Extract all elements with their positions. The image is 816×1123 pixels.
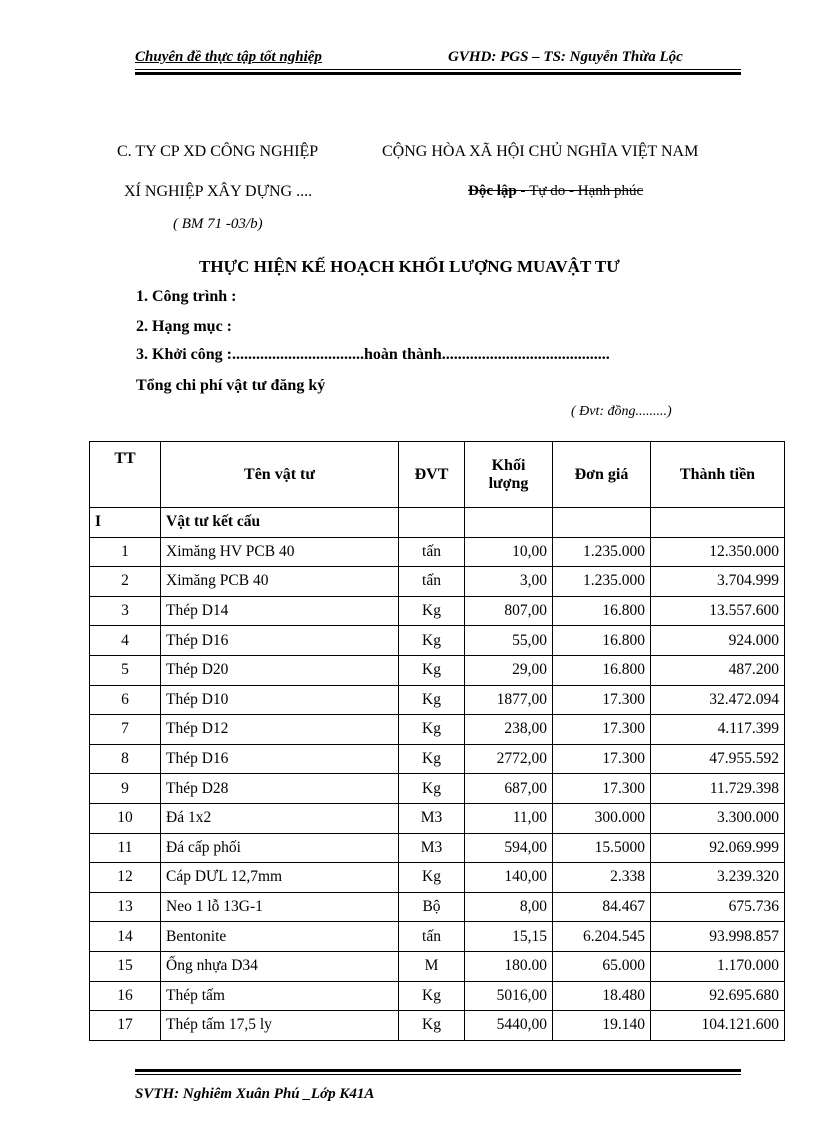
row-dvt: Kg [399,981,465,1011]
row-tt: 6 [90,685,161,715]
table-row [90,863,785,893]
row-dvt: M3 [399,833,465,863]
row-dvt: Kg [399,685,465,715]
row-total: 924.000 [651,626,785,656]
row-qty: 140,00 [465,863,553,893]
footer-rule-thick [135,1069,741,1072]
table-header-row [90,442,785,508]
section-row [90,508,785,538]
row-price: 1.235.000 [553,537,651,567]
footer-rule-thin [135,1074,741,1075]
row-dvt: Kg [399,774,465,804]
header-qty: Khối lượng [465,442,553,508]
row-qty: 5440,00 [465,1011,553,1041]
row-price: 16.800 [553,596,651,626]
row-total: 12.350.000 [651,537,785,567]
row-tt: 12 [90,863,161,893]
field-tong-chi-phi: Tổng chi phí vật tư đăng ký [136,377,326,394]
row-total: 92.069.999 [651,833,785,863]
page-title: THỰC HIỆN KẾ HOẠCH KHỐI LƯỢNG MUAVẬT TƯ [199,257,620,276]
row-name: Thép tấm [161,981,399,1011]
row-qty: 687,00 [465,774,553,804]
table-row [90,833,785,863]
row-name: Thép D12 [161,715,399,745]
row-tt: 2 [90,567,161,597]
row-qty: 55,00 [465,626,553,656]
row-name: Ống nhựa D34 [161,951,399,981]
row-qty: 11,00 [465,803,553,833]
row-name: Cáp DƯL 12,7mm [161,863,399,893]
row-tt: 1 [90,537,161,567]
table-row [90,892,785,922]
row-dvt: Kg [399,626,465,656]
row-qty: 29,00 [465,655,553,685]
row-price: 17.300 [553,685,651,715]
table-row [90,744,785,774]
row-tt: 14 [90,922,161,952]
table-row [90,626,785,656]
table-row [90,567,785,597]
row-dvt: Kg [399,1011,465,1041]
row-price: 2.338 [553,863,651,893]
row-dvt: tấn [399,922,465,952]
row-total: 93.998.857 [651,922,785,952]
row-name: Thép D16 [161,744,399,774]
form-code: ( BM 71 -03/b) [173,216,263,232]
row-tt: 7 [90,715,161,745]
row-qty: 807,00 [465,596,553,626]
row-price: 16.800 [553,655,651,685]
header-dvt: ĐVT [399,442,465,508]
table-row [90,596,785,626]
row-qty: 594,00 [465,833,553,863]
row-total: 104.121.600 [651,1011,785,1041]
table-row [90,951,785,981]
row-price: 17.300 [553,715,651,745]
row-dvt: tấn [399,567,465,597]
header-name: Tên vật tư [161,442,399,508]
row-total: 13.557.600 [651,596,785,626]
row-price: 65.000 [553,951,651,981]
header-total: Thành tiền [651,442,785,508]
materials-table [89,441,785,1041]
section-tt: I [90,508,161,538]
row-name: Thép tấm 17,5 ly [161,1011,399,1041]
row-qty: 1877,00 [465,685,553,715]
section-name: Vật tư kết cấu [161,508,399,538]
footer-text: SVTH: Nghiêm Xuân Phú _Lớp K41A [135,1086,375,1102]
row-total: 3.239.320 [651,863,785,893]
row-dvt: Bộ [399,892,465,922]
row-name: Ximăng HV PCB 40 [161,537,399,567]
unit-note: ( Đvt: đồng.........) [571,404,672,419]
row-total: 47.955.592 [651,744,785,774]
row-dvt: Kg [399,596,465,626]
row-tt: 15 [90,951,161,981]
table-row [90,1011,785,1041]
header-rule-thin [135,69,741,70]
row-qty: 238,00 [465,715,553,745]
row-total: 11.729.398 [651,774,785,804]
row-dvt: Kg [399,863,465,893]
field-hang-muc: 2. Hạng mục : [136,318,232,335]
row-tt: 9 [90,774,161,804]
row-price: 6.204.545 [553,922,651,952]
table-row [90,803,785,833]
row-qty: 2772,00 [465,744,553,774]
row-total: 92.695.680 [651,981,785,1011]
row-tt: 8 [90,744,161,774]
row-tt: 3 [90,596,161,626]
row-tt: 13 [90,892,161,922]
row-qty: 15,15 [465,922,553,952]
row-total: 1.170.000 [651,951,785,981]
row-name: Thép D28 [161,774,399,804]
row-dvt: Kg [399,715,465,745]
company-unit: XÍ NGHIỆP XÂY DỰNG .... [124,183,313,200]
row-tt: 5 [90,655,161,685]
motto [468,183,643,200]
row-name: Đá cấp phối [161,833,399,863]
motto-part-b: Tự do - Hạnh phúc [529,183,644,199]
header-tt: TT [90,442,161,508]
row-tt: 16 [90,981,161,1011]
row-qty: 180.00 [465,951,553,981]
row-total: 4.117.399 [651,715,785,745]
header-right-text: GVHD: PGS – TS: Nguyễn Thừa Lộc [448,49,683,65]
row-price: 15.5000 [553,833,651,863]
row-price: 17.300 [553,744,651,774]
row-qty: 10,00 [465,537,553,567]
row-dvt: Kg [399,744,465,774]
row-qty: 3,00 [465,567,553,597]
row-tt: 11 [90,833,161,863]
row-total: 3.300.000 [651,803,785,833]
republic-name: CỘNG HÒA XÃ HỘI CHỦ NGHĨA VIỆT NAM [382,143,699,160]
motto-part-a: Độc lập - [468,183,530,199]
table-row [90,715,785,745]
row-total: 675.736 [651,892,785,922]
field-cong-trinh: 1. Công trình : [136,288,237,305]
row-tt: 17 [90,1011,161,1041]
row-name: Bentonite [161,922,399,952]
row-dvt: tấn [399,537,465,567]
row-price: 18.480 [553,981,651,1011]
table-row [90,981,785,1011]
row-price: 84.467 [553,892,651,922]
field-khoi-cong: 3. Khởi công :.................................hoàn thành.......................................... [136,346,610,363]
company-name: C. TY CP XD CÔNG NGHIỆP [117,143,319,160]
row-name: Thép D10 [161,685,399,715]
row-price: 300.000 [553,803,651,833]
row-name: Neo 1 lỗ 13G-1 [161,892,399,922]
row-name: Thép D20 [161,655,399,685]
row-name: Đá 1x2 [161,803,399,833]
row-price: 19.140 [553,1011,651,1041]
header-price: Đơn giá [553,442,651,508]
row-total: 32.472.094 [651,685,785,715]
table-row [90,922,785,952]
table-row [90,655,785,685]
header-left-text: Chuyên đề thực tập tốt nghiệp [135,49,322,65]
row-price: 16.800 [553,626,651,656]
table-row [90,774,785,804]
row-qty: 8,00 [465,892,553,922]
row-price: 17.300 [553,774,651,804]
row-total: 487.200 [651,655,785,685]
row-name: Ximăng PCB 40 [161,567,399,597]
table-row [90,685,785,715]
row-qty: 5016,00 [465,981,553,1011]
row-price: 1.235.000 [553,567,651,597]
row-dvt: M [399,951,465,981]
row-tt: 4 [90,626,161,656]
row-tt: 10 [90,803,161,833]
table-row [90,537,785,567]
row-dvt: Kg [399,655,465,685]
row-total: 3.704.999 [651,567,785,597]
row-dvt: M3 [399,803,465,833]
row-name: Thép D16 [161,626,399,656]
row-name: Thép D14 [161,596,399,626]
header-rule-thick [135,72,741,75]
